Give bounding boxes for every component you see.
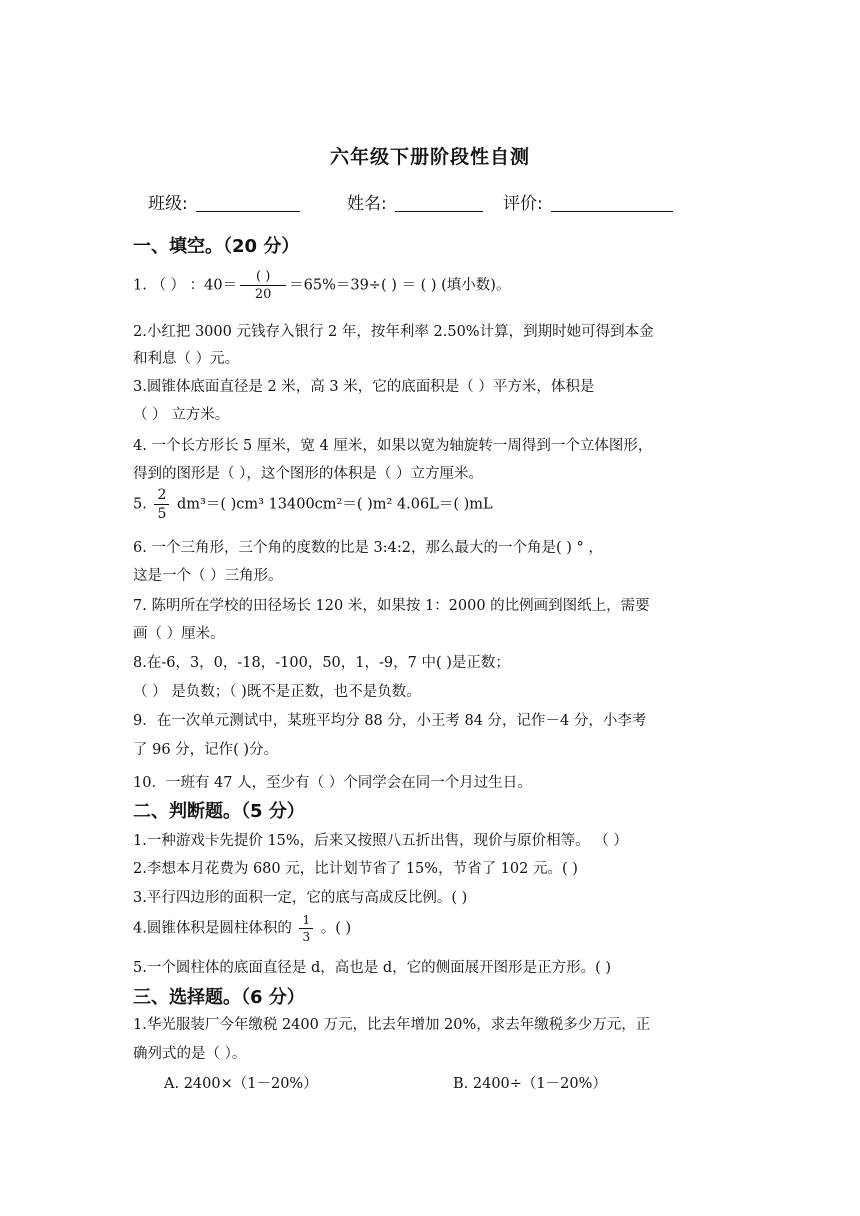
page-title: 六年级下册阶段性自测 [329,146,530,168]
class-blank[interactable] [196,195,300,212]
question-1-4-line2: 得到的图形是（ ），这个图形的体积是（ ）立方厘米。 [133,466,483,482]
question-2-4: 4.圆锥体积是圆柱体积的 $\frac{1}{3}$ 。( ) [133,913,352,944]
question-1-3-line2: （ ） 立方米。 [133,407,230,423]
question-3-1-line2: 确列式的是（ ）。 [133,1046,247,1062]
question-2-1: 1.一种游戏卡先提价 15%，后来又按照八五折出售，现价与原价相等。 （ ） [133,833,628,849]
question-1-6-line1: 6. 一个三角形，三个角的度数的比是 3:4:2，那么最大的一个角是( ) ° ， [133,540,603,556]
question-1-10: 10．一班有 47 人，至少有（ ）个同学会在同一个月过生日。 [133,775,532,791]
question-1-2-line1: 2.小红把 3000 元钱存入银行 2 年，按年利率 2.50%计算，到期时她可得到本金 [133,324,654,340]
question-1-6-line2: 这是一个（ ）三角形。 [133,568,283,584]
question-1-2-line2: 和利息（ ）元。 [133,351,240,367]
question-1-1: 1. （ ） ：40＝ $\frac{( )}{20}$ ＝65%＝39÷( ) ＝ ( ) (填小数)。 [133,269,511,302]
name-blank[interactable] [395,195,483,212]
option-b: B. 2400÷（1－20%） [453,1076,607,1092]
question-2-3: 3.平行四边形的面积一定，它的底与高成反比例。( ) [133,890,468,906]
question-2-2: 2.李想本月花费为 680 元，比计划节省了 15%，节省了 102 元。( ) [133,861,578,877]
fraction-blank-over-20: $\frac{( )}{20}$ [240,270,286,301]
class-label: 班级: [148,194,188,214]
question-3-1-line1: 1.华光服装厂今年缴税 2400 万元，比去年增加 20%，求去年缴税多少万元，正 [133,1017,651,1033]
section-judge-heading: 二、判断题。（5 分） [133,801,305,822]
question-1-7-line1: 7. 陈明所在学校的田径场长 120 米，如果按 1：2000 的比例画到图纸上，需要 [133,598,650,614]
eval-field [503,189,673,214]
question-1-5: 5. $\frac{2}{5}$ dm³＝( )cm³ 13400cm²＝( )m² 4.06L＝( )mL [133,487,493,522]
question-1-8-line2: （ ） 是负数；（ )既不是正数，也不是负数。 [133,684,421,700]
question-1-8-line1: 8.在-6，3，0，-18，-100，50，1，-9，7 中( )是正数； [133,655,510,671]
question-2-5: 5.一个圆柱体的底面直径是 d，高也是 d，它的侧面展开图形是正方形。( ) [133,960,612,976]
question-1-4-line1: 4. 一个长方形长 5 厘米，宽 4 厘米，如果以宽为轴旋转一周得到一个立体图形， [133,438,653,454]
eval-label: 评价: [503,194,543,214]
eval-blank[interactable] [551,195,673,212]
name-label: 姓名: [347,194,387,214]
name-field [347,189,483,214]
option-a: A. 2400×（1－20%） [164,1076,318,1092]
fraction-one-third: $\frac{1}{3}$ [299,914,313,943]
question-1-3-line1: 3.圆锥体底面直径是 2 米，高 3 米，它的底面积是（ ）平方米，体积是 [133,379,595,395]
question-1-9-line1: 9．在一次单元测试中，某班平均分 88 分，小王考 84 分，记作－4 分，小李考 [133,713,647,729]
class-field [148,189,300,214]
section-fill-in-heading: 一、填空。（20 分） [133,236,300,257]
question-1-7-line2: 画（ ）厘米。 [133,626,225,642]
section-choice-heading: 三、选择题。（6 分） [133,987,305,1008]
fraction-two-fifths: $\frac{2}{5}$ [154,488,169,521]
question-1-9-line2: 了 96 分，记作( )分。 [133,742,279,758]
